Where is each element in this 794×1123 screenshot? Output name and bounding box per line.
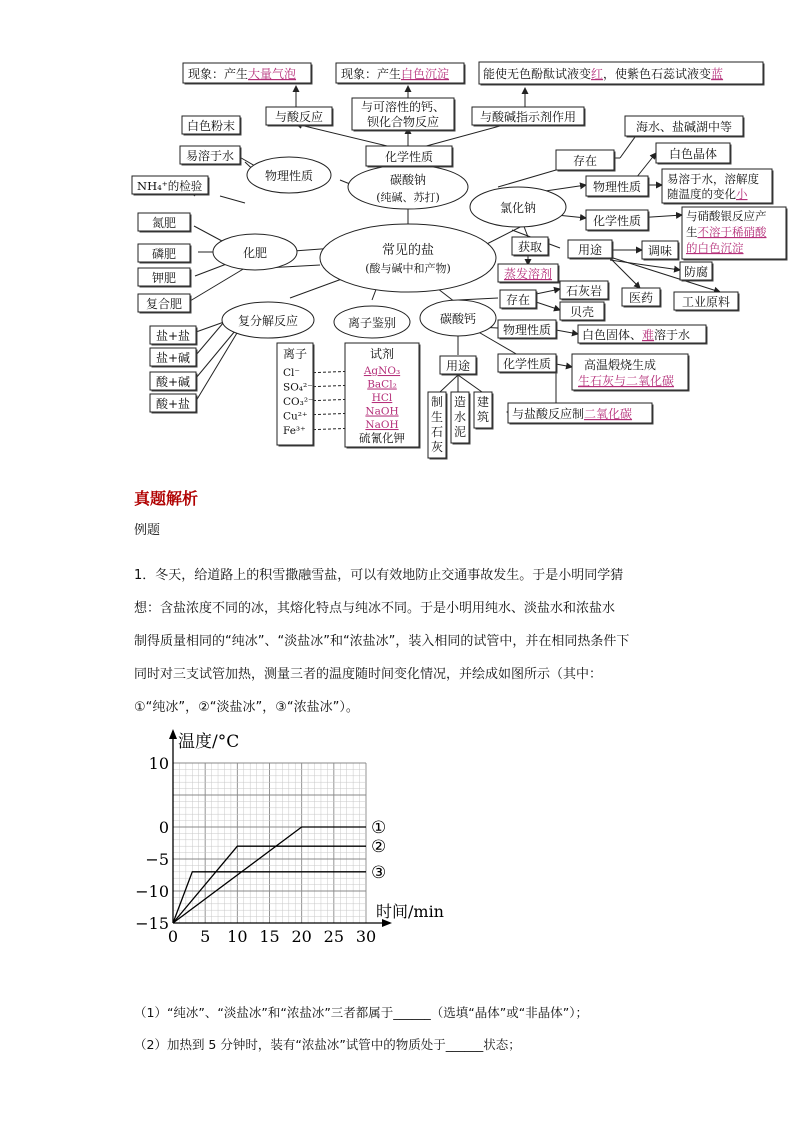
connector	[458, 375, 482, 392]
medical-label: 医药	[628, 291, 654, 305]
solubility-label	[667, 187, 748, 201]
problem-line: 同时对三支试管加热，测量三者的温度随时间变化情况，并绘成如图所示（其中：	[134, 667, 603, 682]
y-tick-label: 10	[148, 754, 169, 773]
reagent-label: NaOH	[365, 419, 399, 431]
problem-line: 1．冬天，给道路上的积雪撒融雪盐，可以有效地防止交通事故发生。于是小明同学猜	[134, 568, 624, 583]
physical-property-label: 物理性质	[264, 169, 314, 183]
kscn-label: 硫氰化钾	[359, 431, 405, 445]
nacl-chemical-label: 化学性质	[592, 214, 642, 228]
text-part: 白色固体、	[582, 328, 643, 342]
ammonium-test-label: NH₄⁺的检验	[137, 179, 203, 193]
reaction-type-label: 酸+碱	[155, 375, 191, 389]
preserve-label: 防腐	[683, 265, 709, 279]
sea-label: 海水、盐碱湖中等	[635, 120, 733, 134]
series-label-1: ①	[371, 818, 387, 838]
reagent-label: NaOH	[365, 405, 399, 418]
acid-reaction-label: 与酸反应	[274, 110, 324, 124]
phenomenon-b-text	[341, 66, 449, 81]
silver-nitrate-label: 与硝酸银反应产	[686, 209, 767, 223]
evaporate-label: 蒸发溶剂	[503, 267, 553, 281]
center-node	[320, 224, 496, 292]
example-label: 例题	[134, 523, 161, 538]
connector	[458, 298, 498, 300]
text-part: 随温度的变化	[667, 187, 736, 201]
caco3-physical-label: 物理性质	[502, 323, 552, 337]
reagent-label: HCl	[371, 392, 393, 404]
nitrogen-fertilizer-label: 氮肥	[151, 216, 177, 230]
caco3-exist-label: 存在	[505, 293, 531, 307]
y-axis-arrow	[169, 729, 177, 739]
section-title: 真题解析	[134, 489, 199, 508]
blank-answer: 白色沉淀	[401, 67, 450, 81]
sodium-carbonate-alias: (纯碱、苏打)	[376, 191, 440, 204]
blank-answer: 蓝	[711, 67, 724, 81]
reagent-label: AgNO₃	[363, 365, 401, 377]
reaction-type-label: 酸+盐	[155, 397, 191, 411]
indicator-label: 与酸碱指示剂作用	[479, 110, 577, 124]
text-part: ，使紫色石蕊试液变	[603, 67, 712, 81]
sodium-chloride-label: 氯化钠	[499, 201, 537, 215]
connector	[536, 302, 560, 310]
sodium-carbonate-label: 碳酸钠	[389, 173, 427, 187]
calcium-reaction-label: 钡化合物反应	[366, 115, 440, 129]
ion-label: SO₄²⁻	[283, 381, 313, 394]
char: 生	[430, 410, 444, 424]
nacl-use-label: 用途	[577, 243, 603, 257]
char: 制	[430, 395, 444, 409]
connector	[556, 364, 572, 367]
ion-column-label: 离子	[282, 347, 308, 361]
season-label: 调味	[647, 244, 673, 258]
problem-line: ①“纯冰”，②“淡盐冰”，③“浓盐冰”）。	[134, 700, 359, 715]
nacl-exist-label: 存在	[572, 154, 598, 168]
connector	[498, 170, 556, 187]
text-part: 溶于水	[654, 328, 691, 342]
salt-mind-map	[0, 0, 794, 470]
connector	[536, 289, 560, 294]
char: 水	[453, 410, 467, 424]
solubility-label: 易溶于水，溶解度	[667, 172, 759, 186]
double-decomposition-label: 复分解反应	[237, 314, 299, 328]
ion-label: CO₃²⁻	[283, 396, 314, 408]
silver-nitrate-label	[686, 225, 767, 239]
y-tick-label: −5	[145, 850, 169, 869]
y-tick-label: 0	[158, 818, 169, 837]
caco3-chemical-label: 化学性质	[502, 357, 552, 371]
text-part: 现象：产生	[341, 67, 402, 81]
silver-nitrate-fill: 的白色沉淀	[686, 241, 744, 255]
x-tick-label: 15	[259, 927, 280, 946]
potash-fertilizer-label: 钾肥	[151, 271, 177, 285]
indicator-result-text	[483, 66, 723, 81]
question-1: （1）“纯冰”、“淡盐冰”和“浓盐冰”三者都属于______（选填“晶体”或“非晶体”）；	[134, 1005, 588, 1020]
text-part: 与盐酸反应制	[512, 407, 585, 421]
x-tick-label: 5	[200, 927, 211, 946]
nacl-physical-label: 物理性质	[592, 180, 642, 194]
shell-label: 贝壳	[569, 305, 595, 319]
y-tick-label: −10	[135, 882, 169, 901]
center-subtitle: (酸与碱中和产物)	[365, 262, 451, 275]
ion-label: Cu²⁺	[283, 410, 308, 423]
ion-identification-label: 离子鉴别	[347, 316, 397, 330]
calcine-fill: 生石灰与二氧化碳	[578, 374, 675, 388]
x-tick-label: 25	[323, 927, 345, 946]
x-tick-label: 0	[167, 927, 179, 946]
reagent-label: BaCl₂	[367, 378, 397, 391]
phosphate-fertilizer-label: 磷肥	[151, 247, 177, 261]
fertilizer-label: 化肥	[242, 246, 268, 260]
series-label-3: ③	[371, 862, 387, 883]
char: 灰	[430, 440, 444, 454]
char: 造	[453, 395, 467, 409]
x-axis-label: 时间/min	[376, 902, 444, 921]
y-tick-label: −15	[135, 914, 169, 933]
text-part: 能使无色酚酞试液变	[483, 67, 592, 81]
connector	[220, 196, 245, 203]
blank-answer: 小	[736, 187, 748, 201]
ion-label: Fe³⁺	[283, 425, 306, 437]
calcium-reaction-label: 与可溶性的钙、	[360, 100, 446, 114]
ion-label: Cl⁻	[283, 367, 300, 379]
industry-label: 工业原料	[681, 295, 731, 309]
char: 筑	[476, 410, 490, 424]
blank-answer: 大量气泡	[248, 67, 297, 81]
question-2: （2）加热到 5 分钟时，装有“浓盐冰”试管中的物质处于______状态；	[134, 1037, 521, 1052]
acid-co2-text	[512, 406, 632, 421]
calcine-label: 高温煅烧生成	[584, 358, 657, 372]
center-title: 常见的盐	[381, 243, 435, 258]
char: 石	[430, 425, 444, 439]
obtain-label: 获取	[517, 240, 543, 254]
y-axis-label: 温度/°C	[178, 732, 240, 752]
x-tick-label: 20	[291, 927, 312, 946]
connector	[196, 325, 240, 378]
reaction-type-label: 盐+盐	[155, 329, 191, 343]
problem-text	[134, 566, 674, 731]
blank-answer: 红	[591, 67, 604, 81]
connector	[440, 375, 458, 392]
limestone-label: 石灰岩	[565, 284, 603, 298]
problem-line: 想：含盐浓度不同的冰，其熔化特点与纯冰不同。于是小明用纯水、淡盐水和浓盐水	[134, 601, 616, 616]
char: 泥	[453, 425, 467, 439]
white-powder-label: 白色粉末	[186, 119, 236, 133]
caco3-use-item	[454, 394, 466, 439]
compound-fertilizer-label: 复合肥	[145, 297, 183, 311]
series-label-2: ②	[371, 837, 387, 858]
blank-answer: 二氧化碳	[584, 407, 633, 421]
white-crystal-label: 白色晶体	[668, 147, 718, 161]
caco3-use-label: 用途	[445, 359, 471, 373]
temperature-time-chart	[135, 725, 444, 950]
char: 建	[476, 395, 490, 409]
connector	[196, 328, 240, 401]
caco3-physical-desc	[582, 327, 690, 342]
text-part: 生	[686, 225, 698, 239]
connector	[556, 330, 578, 334]
connector	[636, 153, 656, 178]
blank-answer: 难	[642, 328, 655, 342]
x-tick-label: 30	[355, 927, 377, 946]
problem-line: 制得质量相同的“纯冰”、“淡盐冰”和“浓盐冰”，装入相同的试管中，并在相同热条件下	[134, 634, 630, 649]
reaction-type-label: 盐+碱	[155, 351, 191, 365]
soluble-label: 易溶于水	[185, 149, 235, 163]
blank-answer: 不溶于稀硝酸	[697, 225, 767, 239]
calcium-carbonate-label: 碳酸钙	[439, 312, 477, 326]
chemical-property-label: 化学性质	[384, 150, 434, 164]
reagent-column-label: 试剂	[369, 347, 395, 361]
connector	[190, 268, 245, 301]
phenomenon-a-text	[188, 66, 296, 81]
text-part: 现象：产生	[188, 67, 249, 81]
x-tick-label: 10	[227, 927, 248, 946]
